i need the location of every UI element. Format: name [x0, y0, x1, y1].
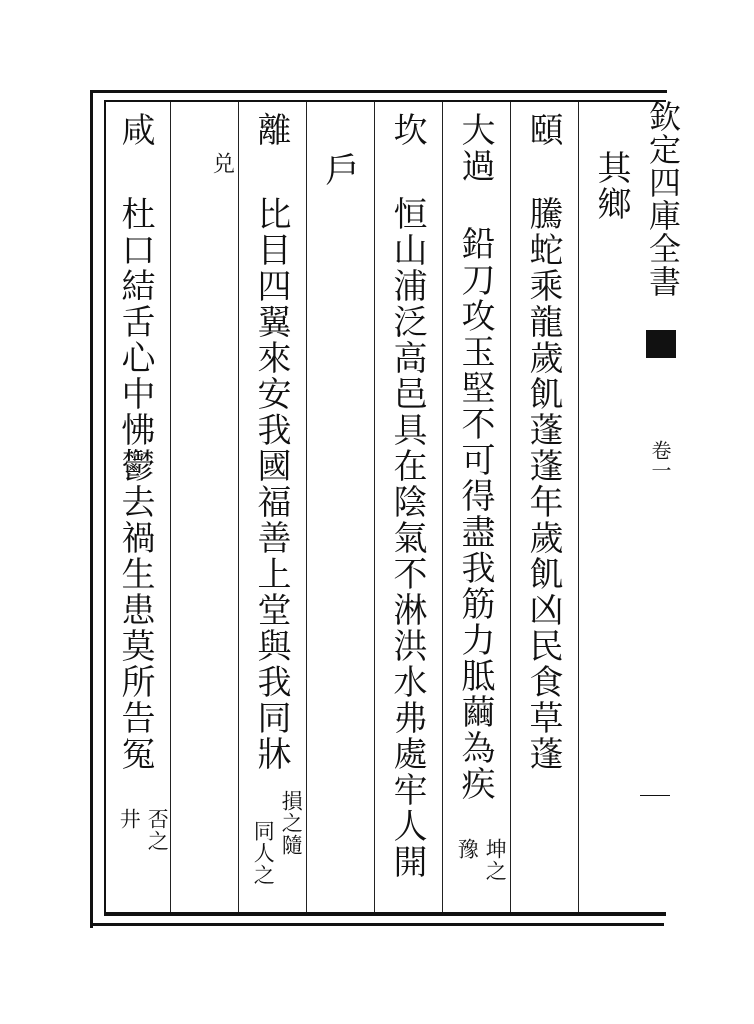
column-2-heading: 頤	[523, 112, 563, 148]
column-4-text: 恒山浦泛高邑具在陰氣不淋洪水弗處牢人開	[387, 196, 427, 880]
column-1-text: 其鄉	[591, 150, 631, 222]
column-4-heading: 坎	[387, 112, 427, 148]
margin-book-title: 欽定四庫全書	[644, 100, 682, 298]
margin-volume-label: 卷一	[648, 440, 672, 480]
column-7-text: 兑	[209, 152, 235, 175]
column-8-note-right: 否之	[145, 808, 170, 852]
margin-fishtail-mark	[646, 330, 676, 358]
column-divider	[442, 102, 443, 912]
column-8-heading: 咸	[115, 112, 155, 148]
column-divider	[306, 102, 307, 912]
column-divider	[510, 102, 511, 912]
column-divider	[170, 102, 171, 912]
column-6-note-right: 損之隨	[279, 790, 304, 856]
column-divider	[578, 102, 579, 912]
column-divider	[238, 102, 239, 912]
column-5-text: 戶	[319, 152, 359, 188]
column-6-note-left: 同人之	[251, 820, 276, 886]
column-divider	[374, 102, 375, 912]
inner-border	[104, 100, 666, 916]
margin-rule	[640, 795, 670, 796]
column-8-note-left: 井	[117, 808, 142, 830]
column-2-text: 騰蛇乘龍歲飢蓬蓬年歲飢凶民食草蓬	[523, 196, 563, 772]
column-3-note-right: 坤之	[483, 838, 508, 882]
column-8-text: 杜口結舌心中怫鬱去禍生患莫所告冤	[115, 196, 155, 772]
column-3-text: 鉛刀攻玉堅不可得盡我筋力胝繭為疾	[455, 226, 495, 802]
column-3-note-left: 豫	[455, 838, 480, 860]
bottom-rule	[90, 923, 664, 926]
column-3-heading: 大過	[455, 112, 495, 184]
column-6-text: 比目四翼來安我國福善上堂與我同牀	[251, 196, 291, 772]
column-6-heading: 離	[251, 112, 291, 148]
